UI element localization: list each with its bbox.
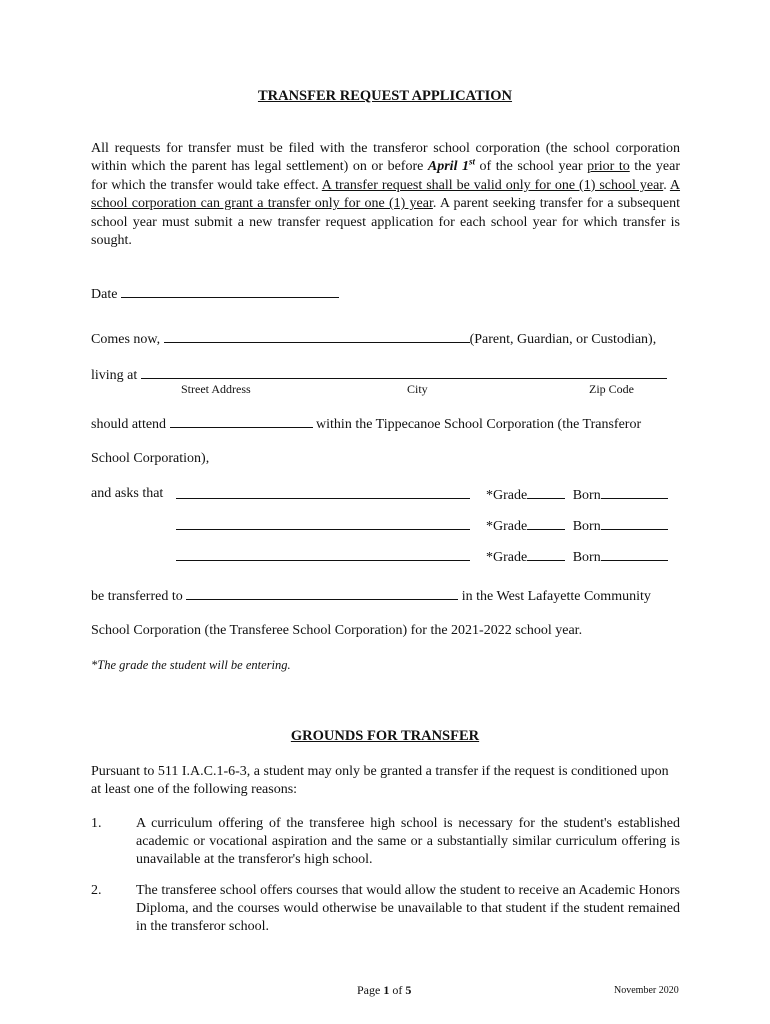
- parent-name-field[interactable]: [164, 330, 470, 343]
- student-row: [176, 548, 470, 566]
- street-address-caption: Street Address: [181, 382, 251, 396]
- transferred-to-label: be transferred to: [91, 589, 183, 604]
- city-caption: City: [407, 382, 428, 396]
- parent-suffix: (Parent, Guardian, or Custodian),: [469, 332, 657, 347]
- grant-only-text: A school corporation can grant a transfer only for one (1) year: [91, 177, 681, 212]
- comes-now-label: Comes now,: [91, 332, 161, 347]
- born-field[interactable]: [601, 486, 668, 499]
- intro-text: . A parent seeking transfer for a subsequent school year must submit a new transfer request application for each school year for which transfer is sought.: [91, 196, 681, 249]
- grade-field[interactable]: [527, 548, 565, 561]
- intro-text: .: [663, 177, 670, 193]
- grade-label: *Grade: [486, 550, 528, 565]
- date-row: [91, 285, 339, 303]
- school-field[interactable]: [170, 415, 313, 428]
- born-label: Born: [572, 519, 601, 534]
- total-pages: 5: [405, 983, 412, 997]
- grade-note: *The grade the student will be entering.: [91, 658, 291, 672]
- transferor-line: School Corporation),: [91, 451, 210, 466]
- student-row: [176, 517, 470, 535]
- page-of: of: [389, 983, 406, 997]
- grade-field[interactable]: [527, 517, 565, 530]
- zip-code-caption: Zip Code: [589, 382, 634, 396]
- transferred-to-row: [91, 587, 651, 605]
- living-at-row: [91, 366, 667, 384]
- student-name-field[interactable]: [176, 517, 470, 530]
- reason-text: The transferee school offers courses that would allow the student to receive an Academic Honors Diploma, and the courses would otherwise be unavailable to that student if the student remained in the transferor school.: [136, 883, 680, 934]
- deadline-suffix: st: [469, 156, 476, 167]
- transferee-line: School Corporation (the Transferee School Corporation) for the 2021-2022 school year.: [91, 623, 583, 638]
- intro-text: All requests for transfer must be filed with the transferor school corporation (the school corporation within which the parent has legal settlement) on or before: [91, 141, 680, 175]
- transferee-school-field[interactable]: [186, 587, 458, 600]
- footer-date: November 2020: [614, 985, 679, 996]
- grade-born-row: [486, 486, 668, 504]
- date-label: Date: [91, 287, 118, 302]
- page-prefix: Page: [357, 983, 384, 997]
- should-attend-row: [91, 415, 641, 433]
- grounds-intro: Pursuant to 511 I.A.C.1-6-3, a student may only be granted a transfer if the request is conditioned upon at least one of the following reasons:: [91, 764, 669, 797]
- grade-label: *Grade: [486, 488, 528, 503]
- grade-field[interactable]: [527, 486, 565, 499]
- should-attend-label: should attend: [91, 417, 167, 432]
- current-page: 1: [383, 983, 390, 997]
- born-label: Born: [572, 550, 601, 565]
- document-title: TRANSFER REQUEST APPLICATION: [257, 88, 513, 104]
- grade-born-row: [486, 548, 668, 566]
- transferred-to-suffix: in the West Lafayette Community: [461, 589, 651, 604]
- student-name-field[interactable]: [176, 486, 470, 499]
- should-attend-suffix: within the Tippecanoe School Corporation (the Transferor: [316, 417, 642, 432]
- intro-paragraph: [91, 140, 680, 250]
- student-name-field[interactable]: [176, 548, 470, 561]
- address-field[interactable]: [141, 366, 667, 379]
- intro-text: of the school year: [475, 159, 588, 175]
- reason-number: 1.: [91, 816, 102, 831]
- prior-to-text: prior to: [587, 159, 630, 175]
- asks-that-label: and asks that: [91, 486, 164, 501]
- grade-label: *Grade: [486, 519, 528, 534]
- born-field[interactable]: [601, 517, 668, 530]
- born-label: Born: [572, 488, 601, 503]
- date-field[interactable]: [121, 285, 339, 298]
- born-field[interactable]: [601, 548, 668, 561]
- comes-now-row: [91, 330, 656, 348]
- grade-born-row: [486, 517, 668, 535]
- reason-text: A curriculum offering of the transferee high school is necessary for the student's established academic or vocational aspiration and the same or a substantially similar curriculum offering is unavailable at the transferor's high school.: [136, 816, 680, 867]
- student-row: [176, 486, 470, 504]
- living-at-label: living at: [91, 368, 138, 383]
- valid-only-text: A transfer request shall be valid only for one (1) school year: [321, 177, 664, 193]
- grounds-title: GROUNDS FOR TRANSFER: [290, 728, 480, 744]
- deadline-date: April 1: [427, 159, 469, 175]
- page-number: [357, 983, 411, 998]
- intro-text: the year for which the transfer would take effect.: [91, 159, 680, 193]
- reason-number: 2.: [91, 883, 102, 898]
